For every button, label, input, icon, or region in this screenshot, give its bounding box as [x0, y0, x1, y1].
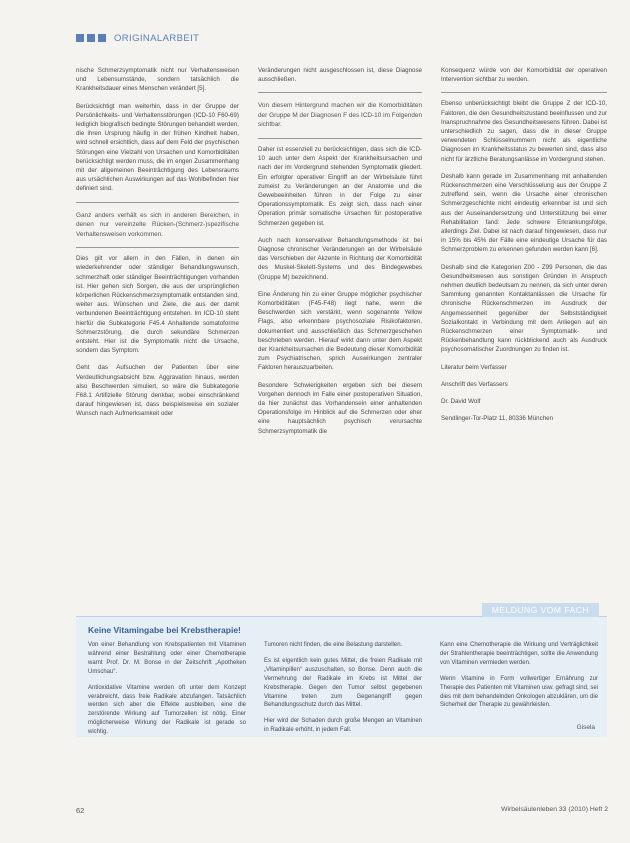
- paragraph: Tumoren nicht finden, die eine Belastung darstellen.: [264, 642, 403, 648]
- text-column-1: [76, 66, 239, 427]
- journal-footer: Wirbelsäulenleben 33 (2010) Heft 2: [501, 806, 608, 813]
- divider: [76, 247, 239, 248]
- paragraph: Veränderungen nicht ausgeschlossen ist, diese Diagnose ausschließen.: [258, 67, 422, 84]
- paragraph: Es ist eigentlich kein gutes Mittel, die freien Radikale mit „Vitaminpillen“ auszuschalten, so Bonse. Denn auch die Vermehrung der Radikale im Krebs ist Mittel der Krebstherapie. Gegen den Tumor selbst gegebenen Vitamine treten zum Gegenangriff gegen Behandlungsschutz durch das Mittel.: [264, 657, 422, 709]
- divider: [258, 92, 422, 93]
- paragraph: Geht das Aufsuchen der Patienten über eine Verdeutlichungsabsicht bzw. Aggravation hinaus, werden also Beschwerden simuliert, so wäre die Subkategorie F68.1 Artifizielle Störung denkbar, wobei einschränkend darauf hingewiesen ist, dass beispielsweise ein sozialer Wunsch nach Aufmerksamkeit oder: [76, 364, 239, 418]
- divider: [76, 202, 239, 203]
- divider: [441, 92, 607, 93]
- paragraph: Deshalb kann gerade im Zusammenhang mit anhaltenden Rückenschmerzen eine Verschlüsselung aus der Gruppe Z zutreffend sein, wenn die Ursache einer chronischen Schmerzgeschichte nicht eindeutig erkennbar ist und sich aus der Auseinandersetzung und Unterstützung bei einer Rehabilitation fand: Jede schwere Erkrankungsfolge, allerdings Ziel. Dabei ist nach darauf hingewiesen, dass nur in 15% bis 45% der Fälle eine eindeutige Ursache für das Schmerzproblem zu erkennen gefunden werden kann [6].: [441, 172, 607, 254]
- paragraph: nische Schmerzsymptomatik nicht nur Verhaltensweisen und Lebensumstände, sondern tatsächlich die Krankheitsdauer eines Menschen verändert [5].: [76, 67, 239, 93]
- news-column-1: [88, 641, 246, 744]
- news-column-2: [264, 641, 422, 742]
- news-tab-label: MELDUNG VOM FACH: [482, 603, 599, 617]
- literature-note: Literatur beim Verfasser: [441, 363, 507, 371]
- pull-quote: Ganz anders verhält es sich in anderen Bereichen, in denen nur vereinzelte Rücken-(Schmerz-)spezifische Verhaltensweisen vorkommen.: [76, 211, 239, 238]
- paragraph: Ebenso unberücksichtigt bleibt die Gruppe Z der ICD-10, Faktoren, die den Gesundheitszustand beeinflussen und zur Inanspruchnahme des Gesundheitswesens führen. Dabei ist unterschiedlich zu sagen, dass die in dieser Gruppe verwendeten Schlüsselnummern nicht als eigentliche Diagnosen im Krankheitsstatus zu bewerten sind, dass also nicht für ärztliche Beratungsanlässe im Vordergrund stehen.: [441, 100, 607, 163]
- news-column-3: [440, 641, 598, 717]
- author-address: Sendlinger-Tor-Platz 11, 80336 München: [441, 415, 554, 423]
- text-column-3: [441, 66, 607, 432]
- header-square-icon: [87, 34, 95, 42]
- paragraph: Konsequenz würde von der Komorbidität der operativen Intervention sichtbar zu werden.: [441, 67, 607, 84]
- header-square-icon: [98, 34, 106, 42]
- page-number: 62: [76, 806, 85, 815]
- paragraph: Auch nach konservativer Behandlungsmethode ist bei Diagnose chronischer Veränderungen an der Wirbelsäule das Verschieben der Akzente in Richtung der Komorbidität des Muskel-Skelett-Systems und des Bindegewebes (Gruppe M) bezeichnend.: [258, 236, 422, 281]
- paragraph: Hier wird der Schaden durch große Mengen an Vitaminen in Radikale erhöht, in jedem Fall.: [264, 718, 422, 734]
- paragraph: Von einer Behandlung von Krebspatienten mit Vitaminen während einer Bestrahlung oder einer Chemotherapie warnt Prof. Dr. M. Bonse in der Zeitschrift „Apotheken Umschau“.: [88, 642, 246, 675]
- divider: [258, 138, 422, 139]
- news-author: Gisela: [576, 724, 595, 731]
- paragraph: Daher ist essenziell zu berücksichtigen, dass sich die ICD-10 auch unter dem Aspekt der Krankheitsursachen und nach der im Vordergrund stehenden Symptomatik gliedert. Ein erfolgter operativer Eingriff an der Wirbelsäule führt zumeist zu Veränderungen an der Anatomie und die Gewebeeinheiten führen in der Folge zu einer Operationssymptomatik. Es zeigt sich, dass nach einer Operation primär somatische Ursachen für postoperative Schmerzen gegeben ist.: [258, 145, 422, 227]
- page-header: [76, 31, 199, 45]
- section-title: ORIGINALARBEIT: [114, 32, 200, 44]
- news-title: Keine Vitamingabe bei Krebstherapie!: [88, 625, 241, 635]
- news-box: [76, 605, 607, 737]
- header-square-icon: [76, 34, 84, 42]
- paragraph: Wenn Vitamine in Form vollwertiger Ernährung zur Therapie des Patienten mit Vitaminen usw. gefragt sind, sei dies mit dem behandelnden Onkologen abzuklären, um die Sicherheit der Therapie zu gewährleisten.: [440, 675, 598, 709]
- pull-quote: Von diesem Hintergrund machen wir die Komorbiditäten der Gruppe M der Diagnosen F des ICD-10 im Folgenden sichtbar.: [258, 102, 422, 129]
- paragraph: Eine Änderung hin zu einer Gruppe möglicher psychischer Komorbiditäten (F45-F48) liegt nahe, wenn die Beschwerden sich verstärkt, wenn sogenannte Yellow Flags, also erkennbare psychosoziale Risikofaktoren, dokumentiert und ausschließlich das Schmerzgeschehen beschrieben werden. Hierauf wirkt dann unter dem Aspekt der Krankheitsursachen die Bedeutung dieser Komorbidität zum Psychiatrischen, sprich Auswirkungen zentraler Faktoren herauszuarbeiten.: [258, 290, 422, 372]
- paragraph: Antioxidative Vitamine werden oft unter dem Konzept verabreicht, dass freie Radikale abzufangen. Tatsächlich werden sich aber die Effekte ausbleiben, eine die zerstörende Wirkung auf Tumorzellen ist nötig. Einer möglicherweise Wirkung der Radikale ist gerade so wichtig.: [88, 684, 246, 736]
- paragraph: Dies gilt vor allem in den Fällen, in denen ein wiederkehrender oder ständiger Behandlungswunsch, schmerzhaft oder ständiger Beeinträchtigungen vorhanden ist. Hier gehen sich Sorgen, die aus der ursprünglichen körperlichen Rückenschmerzsymptomatik entstanden sind, weiter aus. Wünschen und Ziele, die aus der damit verbundenen Beeinträchtigung entstehen. Im ICD-10 steht hierfür die Subkategorie F45.4 Anhaltende somatoforme Schmerzstörung, die durch sekundäre Schmerzen entsteht. Hier ist die Symptomatik nicht die Ursache, sondern das Symptom.: [76, 255, 239, 355]
- address-heading: Anschrift des Verfassers: [441, 380, 508, 388]
- paragraph: Berücksichtigt man weiterhin, dass in der Gruppe der Persönlichkeits- und Verhaltensstörungen (ICD-10 F60-69) lediglich biografisch bedingte Störungen behandelt werden, die ihren Ursprung häufig in der frühen Kindheit haben, wird schnell ersichtlich, dass auf dem Feld der psychischen Störungen eine Vielzahl von Ursachen und Komorbiditäten berücksichtigt werden muss, die im engen Zusammenhang mit der allgemeinen Beeinträchtigung des Lebensraums aus ursächlichen Auswirkungen auf das Wohlbefinden hier definiert sind.: [76, 102, 239, 193]
- text-column-2: [258, 66, 422, 444]
- author-name: Dr. David Wolf: [441, 398, 481, 406]
- paragraph: Kann eine Chemotherapie die Wirkung und Verträglichkeit der Strahlentherapie beeinträchtigen, sollte die Anwendung von Vitaminen vermieden werden.: [440, 642, 598, 666]
- paragraph: Besondere Schwierigkeiten ergeben sich bei diesem Vorgehen dennoch im Falle einer postoperativen Situation, da hier zunächst das Vorhandensein einer anhaltenden Operationsfolge im Hinblick auf die Schmerzen oder eher eine hauptsächlich psychisch verursachte Schmerzsymptomatik die: [258, 381, 422, 435]
- paragraph: Deshalb sind die Kategorien Z00 - Z99 Personen, die das Gesundheitswesen aus sonstigen Gründen in Anspruch nehmen deutlich bedeutsam zu nennen, da sich unter deren Sammlung genannten Kontaktanlässen die Ursache für chronische Rückenschmerzen im Ausdruck der Angemessenheit gegenüber der Selbstständigkeit Sozialkontakt in Verbindung mit dem Anliegen auf ein Rückenschmerzen einer Symptomatik- und Rückenbehandlung kann rückblickend auch als Ausdruck psychosomatischer Zuordnungen zu finden ist.: [441, 263, 607, 354]
